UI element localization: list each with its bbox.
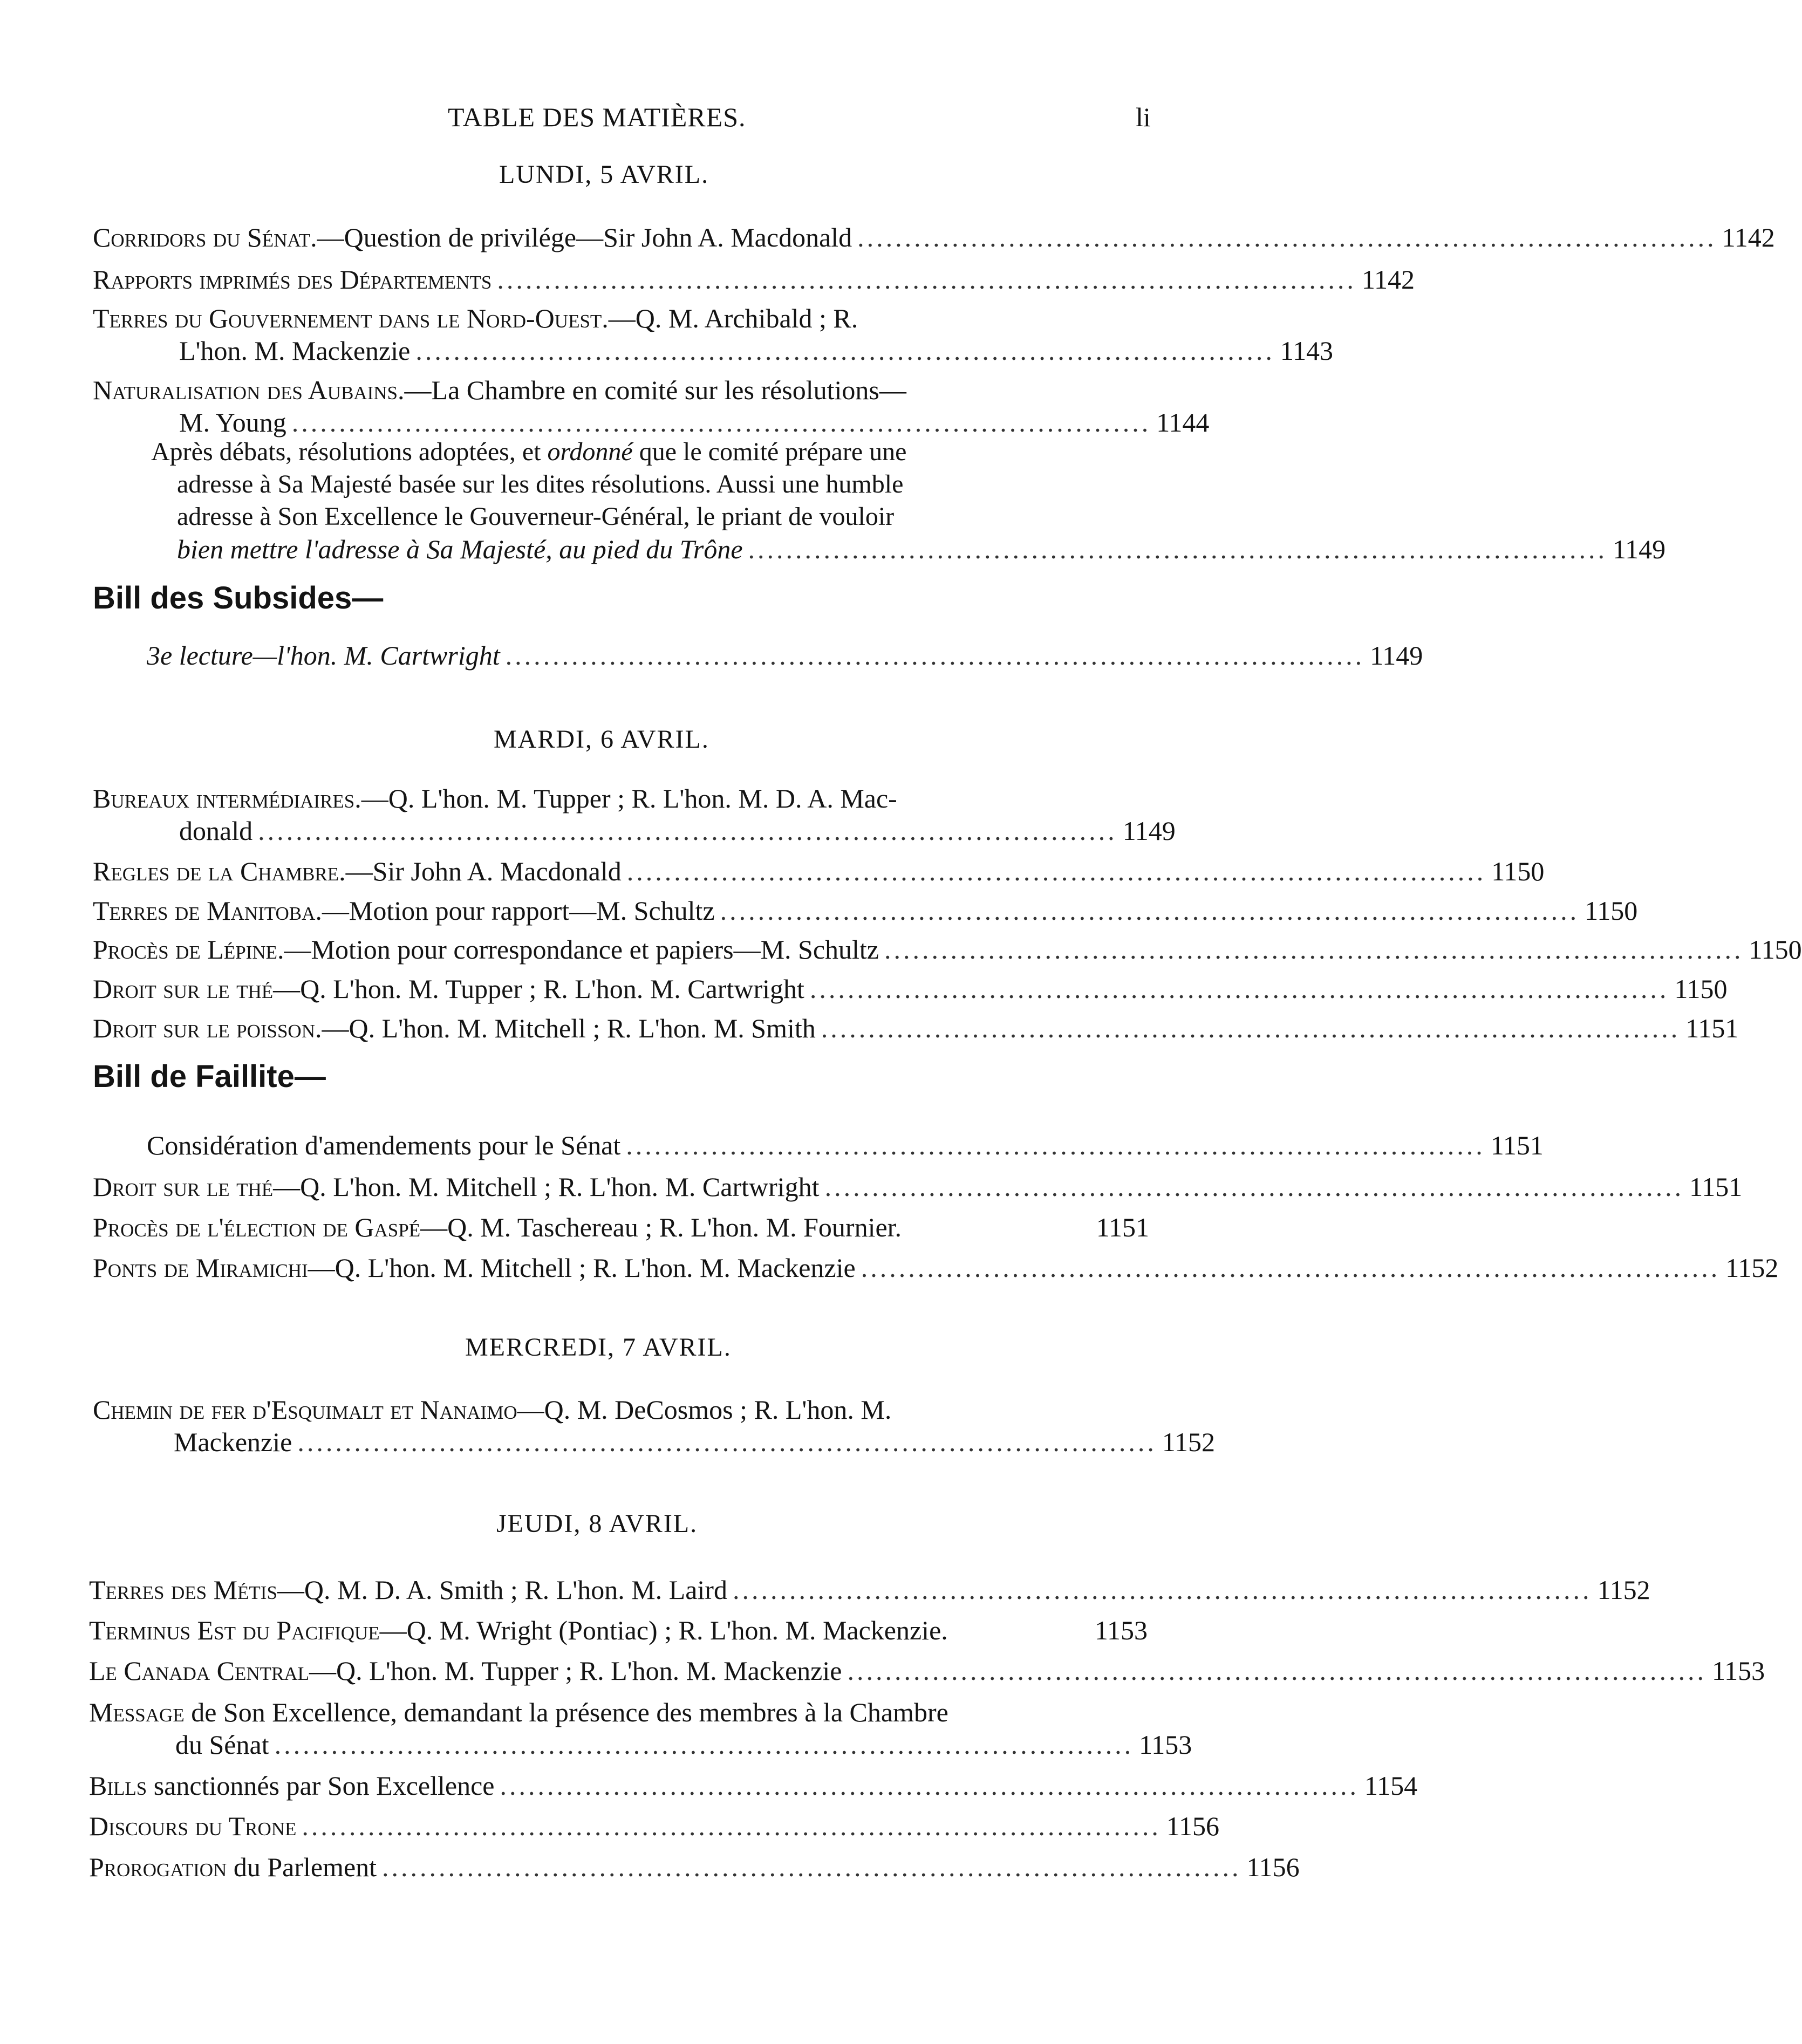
toc-entry-droit-the-1[interactable]: [93, 973, 1728, 1005]
entry-title: Droit sur le thé: [93, 974, 274, 1004]
toc-entry-subsides-lecture[interactable]: [147, 639, 1423, 672]
entry-page: 1142: [1722, 222, 1775, 252]
day-heading-mercredi: MERCREDI, 7 AVRIL.: [465, 1333, 732, 1362]
leader-dots: ...........................................................................................: [497, 264, 1356, 295]
leader-dots: ...........................................................................................: [847, 1656, 1707, 1686]
day-heading-mardi: MARDI, 6 AVRIL.: [494, 725, 709, 754]
toc-entry-prorogation[interactable]: [89, 1851, 1300, 1883]
toc-entry-terres-metis[interactable]: [89, 1574, 1650, 1606]
summary-italic: ordonné: [547, 437, 633, 466]
entry-page: 1149: [1122, 816, 1176, 846]
leader-dots: ...........................................................................................: [302, 1811, 1161, 1841]
entry-text: du Parlement: [227, 1852, 377, 1882]
entry-text: —Q. M. Taschereau ; R. L'hon. M. Fournier.: [420, 1212, 902, 1242]
entry-title: Terres des Métis: [89, 1575, 277, 1605]
toc-entry-naturalisation[interactable]: [93, 374, 1210, 439]
entry-title: Terres de Manitoba.: [93, 895, 322, 926]
summary-line: bien mettre l'adresse à Sa Majesté, au pied du Trône: [177, 534, 743, 564]
entry-page: 1142: [1361, 264, 1415, 295]
summary-line: adresse à Sa Majesté basée sur les dites résolutions. Aussi une humble: [177, 470, 904, 498]
entry-title: 3e lecture: [147, 640, 253, 671]
toc-entry-discours-trone[interactable]: [89, 1810, 1220, 1842]
day-heading-jeudi: JEUDI, 8 AVRIL.: [496, 1509, 698, 1538]
entry-text: —Motion pour correspondance et papiers—M. Schultz: [284, 934, 879, 965]
entry-text: —La Chambre en comité sur les résolutions—: [404, 375, 906, 405]
toc-entry-election-gaspe[interactable]: [93, 1211, 1149, 1243]
entry-title: Prorogation: [89, 1852, 227, 1882]
entry-text: —Q. M. DeCosmos ; R. L'hon. M.: [517, 1394, 892, 1425]
entry-page: 1152: [1597, 1575, 1650, 1605]
entry-title: Ponts de Miramichi: [93, 1253, 308, 1283]
summary-last-line: [177, 533, 1666, 565]
entry-page: 1156: [1246, 1852, 1300, 1882]
entry-text: —Q. M. Archibald ; R.: [608, 303, 858, 333]
summary-line: adresse à Son Excellence le Gouverneur-Général, le priant de vouloir: [177, 502, 895, 531]
entry-text-continued: du Sénat: [175, 1729, 269, 1760]
toc-entry-rapports[interactable]: [93, 263, 1415, 296]
entry-title: Droit sur le thé: [93, 1172, 274, 1202]
summary-line: que le comité prépare une: [632, 437, 907, 466]
entry-page: 1150: [1749, 934, 1802, 965]
entry-summary-paragraph: [151, 436, 1068, 533]
entry-text: —Sir John A. Macdonald: [345, 856, 622, 886]
entry-title: Discours du Trone: [89, 1811, 297, 1841]
toc-entry-lepine[interactable]: [93, 933, 1802, 966]
entry-text: —Q. L'hon. M. Mitchell ; R. L'hon. M. Smith: [322, 1013, 816, 1043]
entry-title: Bills: [89, 1770, 147, 1801]
entry-text: —Q. L'hon. M. Mitchell ; R. L'hon. M. Cartwright: [273, 1172, 820, 1202]
leader-dots: ...........................................................................................: [274, 1729, 1134, 1760]
entry-title: Procès de Lépine.: [93, 934, 284, 965]
bill-heading-subsides: Bill des Subsides—: [93, 580, 384, 616]
leader-dots: ...........................................................................................: [884, 934, 1744, 965]
entry-title: Le Canada Central: [89, 1656, 310, 1686]
leader-dots: ...........................................................................................: [258, 816, 1117, 846]
leader-dots: ...........................................................................................: [291, 407, 1151, 437]
entry-title: Procès de l'élection de Gaspé: [93, 1212, 421, 1242]
entry-text-continued: L'hon. M. Mackenzie: [179, 336, 411, 366]
entry-page: 1151: [1096, 1212, 1149, 1242]
entry-text: —Q. M. D. A. Smith ; R. L'hon. M. Laird: [277, 1575, 727, 1605]
entry-page: 1153: [1094, 1615, 1148, 1645]
entry-page: 1144: [1156, 407, 1210, 437]
entry-title: Chemin de fer d'Esquimalt et Nanaimo: [93, 1394, 517, 1425]
entry-text: sanctionnés par Son Excellence: [147, 1770, 495, 1801]
leader-dots: ...........................................................................................: [382, 1852, 1241, 1882]
entry-page: 1150: [1491, 856, 1545, 886]
entry-title: Considération d'amendements pour le Sénat: [147, 1130, 621, 1160]
entry-text-continued: donald: [179, 816, 253, 846]
entry-title: Rapports imprimés des Départements: [93, 264, 492, 295]
entry-page: 1150: [1674, 974, 1728, 1004]
leader-dots: ...........................................................................................: [809, 974, 1669, 1004]
entry-page: 1151: [1685, 1013, 1739, 1043]
toc-entry-faillite-amendements[interactable]: [147, 1129, 1544, 1161]
entry-title: Bureaux intermédiaires.: [93, 783, 361, 814]
entry-page: 1154: [1364, 1770, 1418, 1801]
entry-page: 1143: [1280, 336, 1333, 366]
entry-text: —Motion pour rapport—M. Schultz: [322, 895, 715, 926]
entry-title: Message: [89, 1697, 185, 1727]
toc-entry-ponts-miramichi[interactable]: [93, 1252, 1779, 1284]
entry-text: —Q. L'hon. M. Tupper ; R. L'hon. M. Mackenzie: [309, 1656, 842, 1686]
entry-text: —Q. L'hon. M. Mitchell ; R. L'hon. M. Mackenzie: [308, 1253, 856, 1283]
entry-title: Naturalisation des Aubains.: [93, 375, 405, 405]
toc-entry-droit-poisson[interactable]: [93, 1012, 1739, 1044]
entry-text-continued: M. Young: [179, 407, 286, 437]
entry-title: Regles de la Chambre.: [93, 856, 346, 886]
entry-page: 1153: [1139, 1729, 1192, 1760]
leader-dots: ...........................................................................................: [626, 1130, 1485, 1160]
toc-entry-bills-sanctionnes[interactable]: [89, 1769, 1418, 1802]
toc-entry-regles[interactable]: [93, 855, 1545, 887]
page-title: TABLE DES MATIÈRES.: [448, 102, 746, 132]
entry-page: 1150: [1585, 895, 1638, 926]
entry-title: Terminus Est du Pacifique: [89, 1615, 380, 1645]
toc-entry-terminus-pacifique[interactable]: [89, 1614, 1148, 1646]
entry-title: Terres du Gouvernement dans le Nord-Ouest.: [93, 303, 609, 333]
leader-dots: ...........................................................................................: [720, 895, 1580, 926]
entry-text: —Q. M. Wright (Pontiac) ; R. L'hon. M. Mackenzie.: [379, 1615, 948, 1645]
leader-dots: ...........................................................................................: [857, 222, 1717, 252]
leader-dots: ...........................................................................................: [861, 1253, 1721, 1283]
leader-dots: ...........................................................................................: [748, 534, 1608, 564]
page-number: li: [1136, 102, 1151, 132]
toc-entry-corridors[interactable]: [93, 221, 1775, 254]
entry-title: Corridors du Sénat.: [93, 222, 317, 252]
entry-page: 1151: [1689, 1172, 1743, 1202]
entry-page: 1149: [1613, 534, 1666, 564]
leader-dots: ...........................................................................................: [415, 336, 1275, 366]
toc-entry-terres-manitoba[interactable]: [93, 894, 1638, 927]
entry-page: 1152: [1725, 1253, 1779, 1283]
leader-dots: ...........................................................................................: [500, 1770, 1359, 1801]
leader-dots: ...........................................................................................: [505, 640, 1365, 671]
entry-title: Droit sur le poisson.: [93, 1013, 322, 1043]
entry-page: 1153: [1711, 1656, 1765, 1686]
entry-text: —Question de privilége—Sir John A. Macdonald: [317, 222, 852, 252]
bill-heading-faillite: Bill de Faillite—: [93, 1059, 326, 1094]
leader-dots: ...........................................................................................: [821, 1013, 1681, 1043]
entry-page: 1149: [1370, 640, 1423, 671]
entry-text: —l'hon. M. Cartwright: [252, 640, 500, 671]
entry-text: —Q. L'hon. M. Tupper ; R. L'hon. M. Cartwright: [273, 974, 804, 1004]
toc-entry-droit-the-2[interactable]: [93, 1171, 1743, 1203]
entry-text-continued: Mackenzie: [174, 1427, 292, 1457]
leader-dots: ...........................................................................................: [626, 856, 1486, 886]
leader-dots: ...........................................................................................: [732, 1575, 1592, 1605]
toc-entry-chemin-esquimalt[interactable]: [93, 1393, 1215, 1458]
toc-entry-message[interactable]: [89, 1696, 1192, 1761]
entry-page: 1156: [1166, 1811, 1220, 1841]
leader-dots: ...........................................................................................: [824, 1172, 1684, 1202]
summary-line: Après débats, résolutions adoptées, et: [151, 437, 548, 466]
entry-page: 1151: [1490, 1130, 1544, 1160]
toc-entry-canada-central[interactable]: [89, 1655, 1765, 1687]
day-heading-lundi: LUNDI, 5 AVRIL.: [499, 160, 709, 189]
entry-text: de Son Excellence, demandant la présence des membres à la Chambre: [184, 1697, 948, 1727]
entry-page: 1152: [1162, 1427, 1215, 1457]
entry-text: —Q. L'hon. M. Tupper ; R. L'hon. M. D. A. Mac-: [361, 783, 897, 814]
toc-entry-bureaux[interactable]: [93, 782, 1176, 847]
toc-entry-terres-gouvernement[interactable]: [93, 302, 1333, 367]
leader-dots: ...........................................................................................: [297, 1427, 1157, 1457]
